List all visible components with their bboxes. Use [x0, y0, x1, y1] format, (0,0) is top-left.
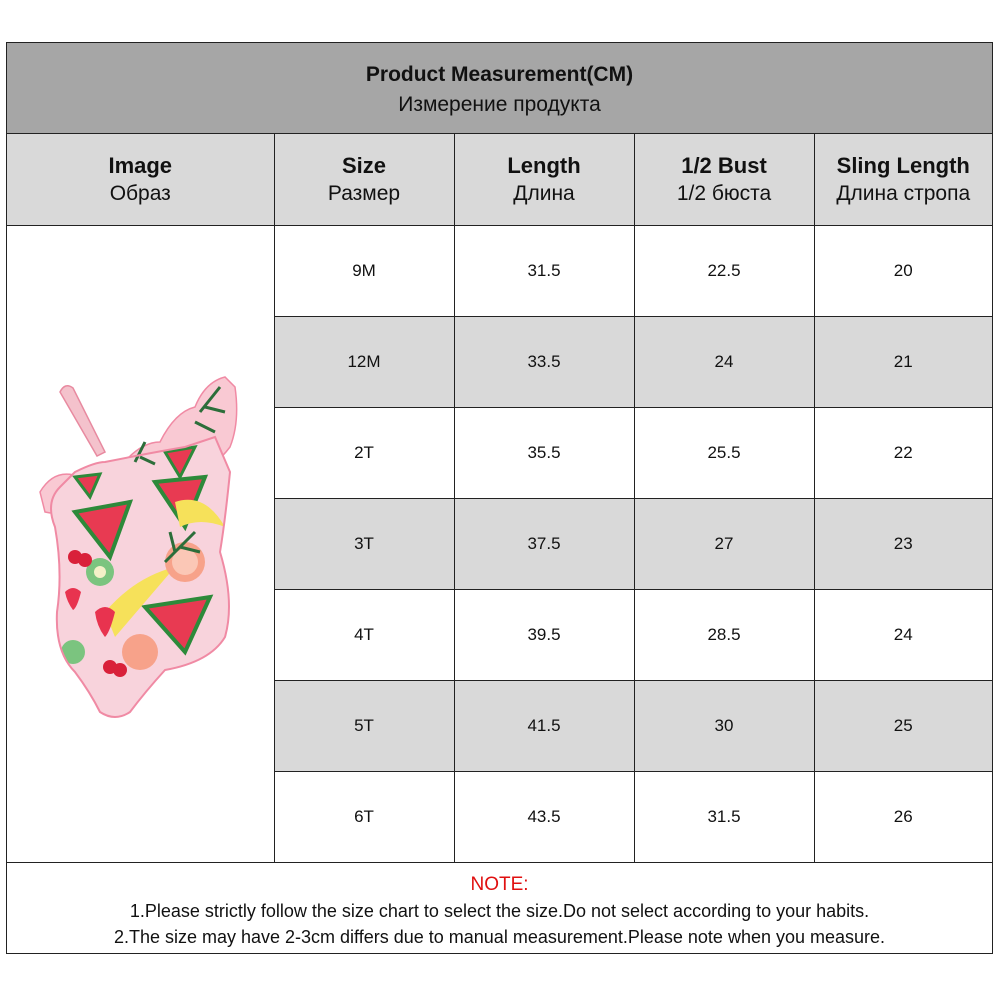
title-band	[7, 43, 992, 134]
cell-half-bust: 27	[634, 499, 814, 590]
cell-sling-length: 21	[814, 317, 992, 408]
cell-sling-length: 20	[814, 226, 992, 317]
note-title: NOTE:	[470, 874, 529, 895]
cell-size: 6T	[274, 772, 454, 863]
title-russian: Измерение продукта	[398, 93, 601, 116]
header-label-ru: Длина стропа	[836, 181, 971, 205]
title-english: Product Measurement(CM)	[365, 63, 634, 86]
header-half-bust	[634, 134, 814, 226]
cell-length: 35.5	[454, 408, 634, 499]
size-chart	[6, 42, 993, 954]
cell-size: 4T	[274, 590, 454, 681]
cell-sling-length: 26	[814, 772, 992, 863]
cell-half-bust: 30	[634, 681, 814, 772]
cell-sling-length: 25	[814, 681, 992, 772]
note-line-2: 2.The size may have 2-3cm differs due to manual measurement.Please note when you measure.	[113, 927, 886, 947]
cell-half-bust: 22.5	[634, 226, 814, 317]
header-sling-length	[814, 134, 992, 226]
swimsuit-image	[35, 352, 245, 732]
cell-sling-length: 23	[814, 499, 992, 590]
cell-length: 43.5	[454, 772, 634, 863]
header-label: Size	[341, 152, 387, 178]
cell-sling-length: 24	[814, 590, 992, 681]
table-row	[7, 226, 992, 317]
header-image	[7, 134, 274, 226]
header-label-ru: 1/2 бюста	[676, 181, 772, 205]
notes-section	[7, 864, 992, 953]
cell-half-bust: 25.5	[634, 408, 814, 499]
header-row	[7, 134, 992, 226]
cell-length: 31.5	[454, 226, 634, 317]
note-line-1: 1.Please strictly follow the size chart to select the size.Do not select according to your habits.	[129, 901, 870, 921]
cell-size: 5T	[274, 681, 454, 772]
header-label: 1/2 Bust	[681, 152, 767, 178]
header-label: Length	[507, 152, 581, 178]
cell-length: 37.5	[454, 499, 634, 590]
cell-size: 3T	[274, 499, 454, 590]
product-image-cell	[7, 226, 274, 863]
cell-length: 41.5	[454, 681, 634, 772]
cell-sling-length: 22	[814, 408, 992, 499]
header-label-ru: Длина	[513, 181, 575, 205]
header-label: Image	[108, 152, 173, 178]
header-label-ru: Размер	[327, 181, 401, 205]
cell-size: 2T	[274, 408, 454, 499]
cell-size: 12M	[274, 317, 454, 408]
cell-half-bust: 24	[634, 317, 814, 408]
cell-size: 9M	[274, 226, 454, 317]
cell-length: 39.5	[454, 590, 634, 681]
header-label-ru: Образ	[109, 181, 171, 205]
header-label: Sling Length	[836, 152, 970, 178]
cell-half-bust: 31.5	[634, 772, 814, 863]
measurement-table	[7, 134, 992, 863]
cell-half-bust: 28.5	[634, 590, 814, 681]
cell-length: 33.5	[454, 317, 634, 408]
header-size	[274, 134, 454, 226]
header-length	[454, 134, 634, 226]
